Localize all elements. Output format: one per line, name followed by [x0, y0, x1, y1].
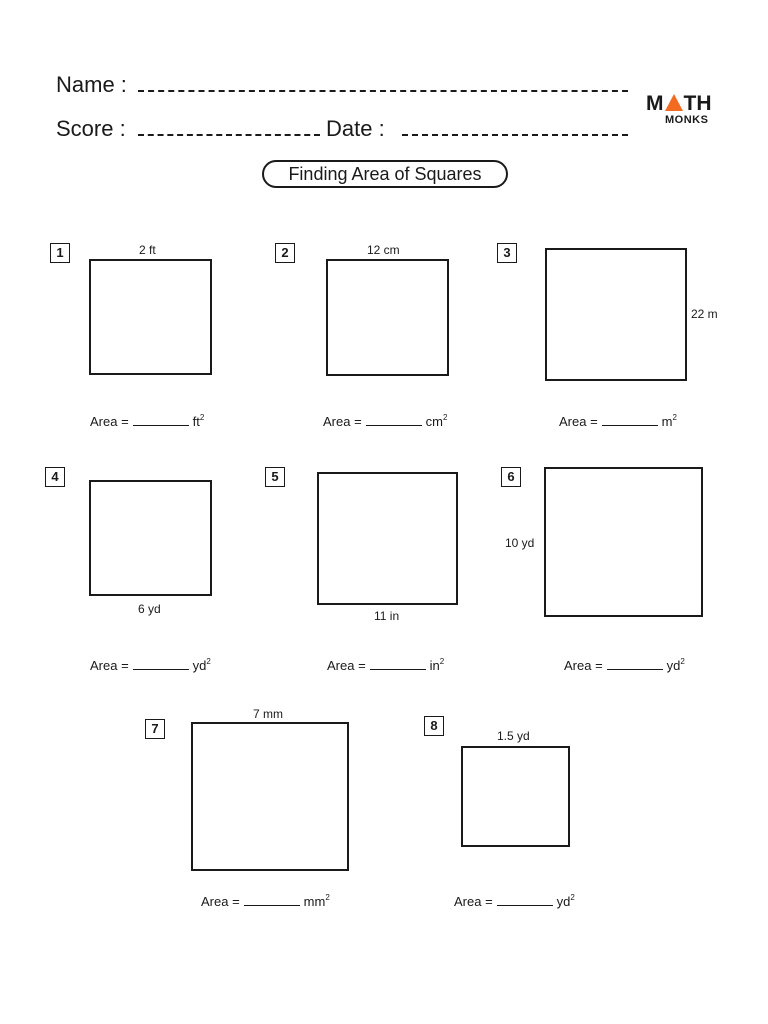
square-shape: [89, 480, 212, 596]
area-answer: Area = $yd^2$: [90, 657, 211, 673]
problem-number: 4: [45, 467, 65, 487]
date-field[interactable]: [402, 134, 628, 136]
area-answer: Area = $yd^2$: [564, 657, 685, 673]
square-shape: [317, 472, 458, 605]
dimension-label: 11 in: [374, 609, 400, 623]
square-shape: [191, 722, 349, 871]
answer-blank[interactable]: [602, 414, 658, 426]
dimension-label: 10 yd: [505, 536, 535, 550]
math-monks-logo: [646, 93, 718, 129]
date-label: Date :: [326, 116, 385, 141]
problem-number: 3: [497, 243, 517, 263]
square-shape: [326, 259, 449, 376]
answer-blank[interactable]: [366, 414, 422, 426]
problem-number: 7: [145, 719, 165, 739]
answer-blank[interactable]: [133, 658, 189, 670]
logo-math-text: M TH: [646, 92, 712, 115]
dimension-label: 12 cm: [367, 243, 400, 257]
logo-triangle-icon: [665, 94, 683, 111]
area-answer: Area = $m^2$: [559, 413, 677, 429]
square-shape: [544, 467, 703, 617]
dimension-label: 1.5 yd: [497, 729, 530, 743]
answer-blank[interactable]: [133, 414, 189, 426]
area-answer: Area = $ft^2$: [90, 413, 205, 429]
square-shape: [545, 248, 687, 381]
answer-blank[interactable]: [497, 894, 553, 906]
problem-number: 6: [501, 467, 521, 487]
square-shape: [89, 259, 212, 375]
score-label: Score :: [56, 116, 126, 141]
dimension-label: 6 yd: [138, 602, 161, 616]
name-field[interactable]: [138, 90, 628, 92]
area-answer: Area = $cm^2$: [323, 413, 448, 429]
problem-number: 5: [265, 467, 285, 487]
problem-number: 8: [424, 716, 444, 736]
square-shape: [461, 746, 570, 847]
area-answer: Area = $in^2$: [327, 657, 445, 673]
answer-blank[interactable]: [370, 658, 426, 670]
problem-number: 2: [275, 243, 295, 263]
area-answer: Area = $yd^2$: [454, 893, 575, 909]
logo-monks-text: MONKS: [665, 114, 709, 126]
worksheet-title: Finding Area of Squares: [262, 160, 508, 188]
problem-number: 1: [50, 243, 70, 263]
dimension-label: 7 mm: [253, 707, 283, 721]
area-answer: Area = $mm^2$: [201, 893, 330, 909]
name-label: Name :: [56, 72, 127, 97]
score-field[interactable]: [138, 134, 320, 136]
dimension-label: 22 m: [691, 307, 718, 321]
dimension-label: 2 ft: [139, 243, 156, 257]
answer-blank[interactable]: [607, 658, 663, 670]
answer-blank[interactable]: [244, 894, 300, 906]
